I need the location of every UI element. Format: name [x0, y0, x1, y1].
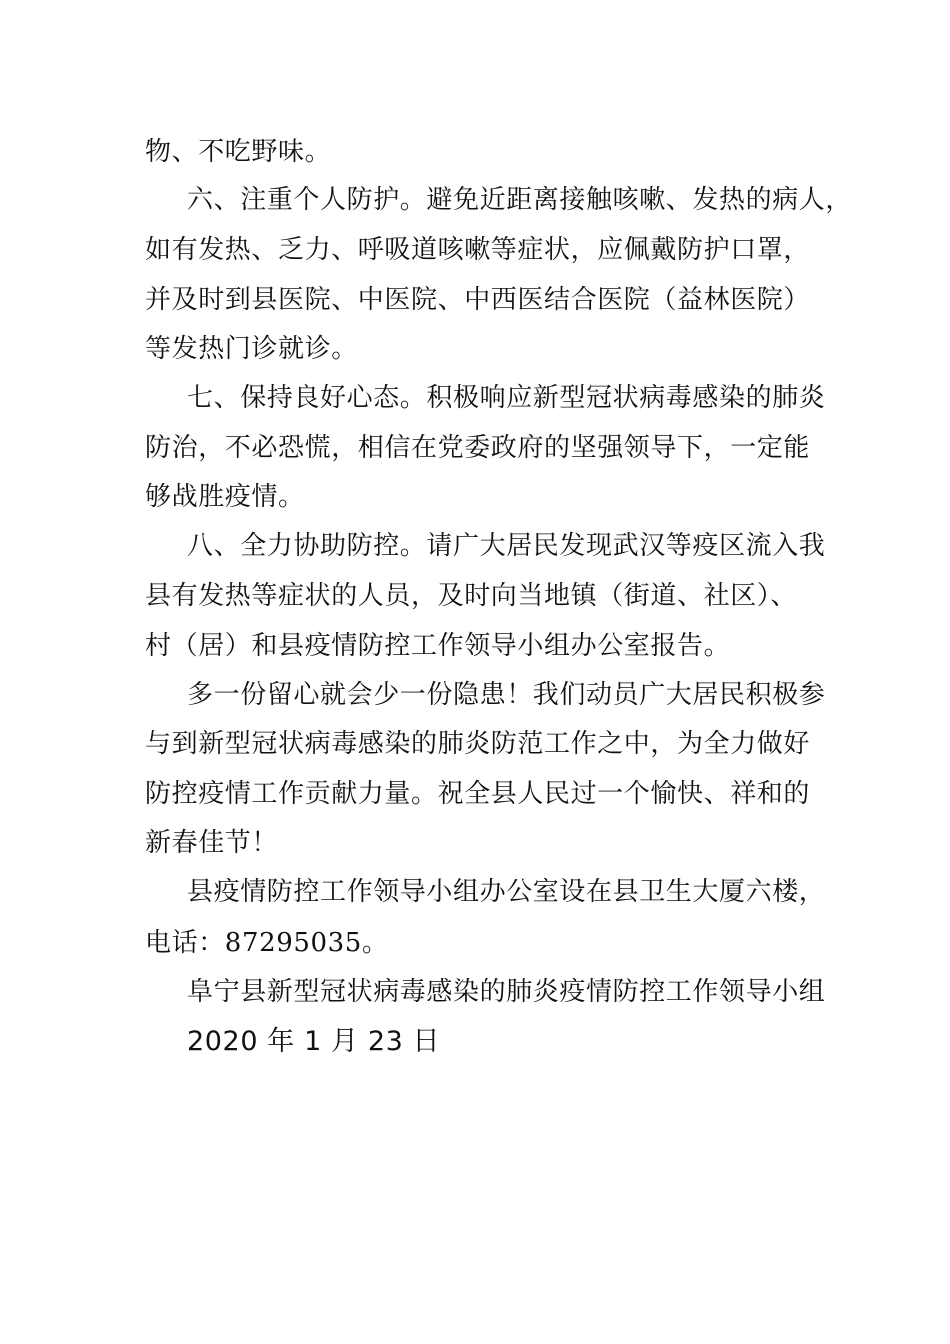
- text-line: 并及时到县医院、中医院、中西医结合医院（益林医院）: [145, 285, 811, 315]
- text-line: 防治，不必恐慌，相信在党委政府的坚强领导下，一定能: [145, 433, 811, 463]
- paragraph-8-line: 八、全力协助防控。请广大居民发现武汉等疫区流入我: [187, 531, 826, 561]
- office-info-line: 县疫情防控工作领导小组办公室设在县卫生大厦六楼，: [187, 877, 826, 907]
- text-line: 新春佳节！: [145, 828, 279, 858]
- text-line: 县有发热等症状的人员，及时向当地镇（街道、社区）、: [145, 581, 798, 611]
- paragraph-6-line: 六、注重个人防护。避免近距离接触咳嗽、发热的病人，: [187, 185, 853, 215]
- signature-org: 阜宁县新型冠状病毒感染的肺炎疫情防控工作领导小组: [187, 977, 826, 1007]
- text-line: 等发热门诊就诊。: [145, 334, 358, 364]
- phone-line: 电话：87295035。: [145, 928, 389, 958]
- text-line: 如有发热、乏力、呼吸道咳嗽等症状，应佩戴防护口罩，: [145, 235, 811, 265]
- text-line: 物、不吃野味。: [145, 137, 332, 167]
- text-line: 与到新型冠状病毒感染的肺炎防范工作之中，为全力做好: [145, 729, 811, 759]
- text-line: 村（居）和县疫情防控工作领导小组办公室报告。: [145, 631, 731, 661]
- text-line: 够战胜疫情。: [145, 482, 305, 512]
- signature-date: 2020 年 1 月 23 日: [187, 1026, 441, 1057]
- text-line: 防控疫情工作贡献力量。祝全县人民过一个愉快、祥和的: [145, 779, 811, 809]
- closing-paragraph-line: 多一份留心就会少一份隐患！我们动员广大居民积极参: [187, 680, 826, 710]
- paragraph-7-line: 七、保持良好心态。积极响应新型冠状病毒感染的肺炎: [187, 383, 826, 413]
